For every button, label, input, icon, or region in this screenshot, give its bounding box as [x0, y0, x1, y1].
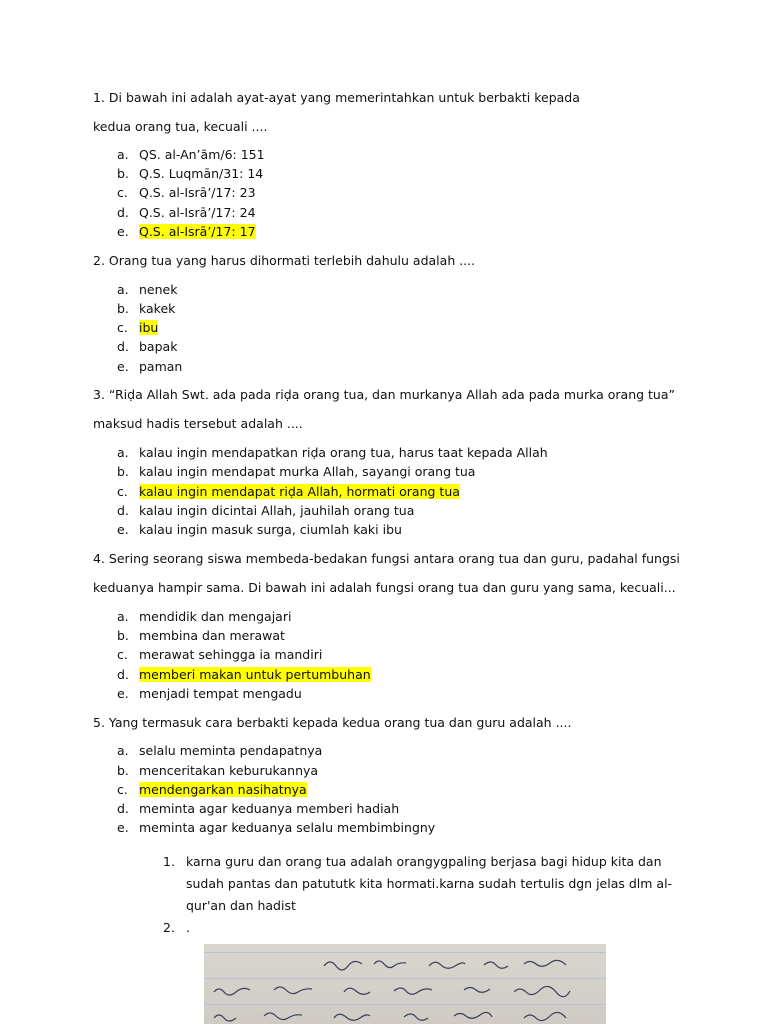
option-text: meminta agar keduanya selalu membimbingny: [139, 820, 436, 835]
option-text: nenek: [139, 282, 178, 297]
question-3-text: 3. “Riḍa Allah Swt. ada pada riḍa orang tua, dan murkanya Allah ada pada murka orang tua”: [93, 387, 675, 402]
question-4-option: [117, 628, 285, 643]
option-letter: b.: [117, 628, 129, 643]
option-letter: a.: [117, 282, 129, 297]
option-letter: d.: [117, 339, 129, 354]
option-text: QS. al-An’ãm/6: 151: [139, 147, 265, 162]
question-3-text: maksud hadis tersebut adalah ....: [93, 416, 303, 431]
question-4-option: [117, 667, 371, 682]
question-4-option: [117, 609, 291, 624]
option-letter: a.: [117, 147, 129, 162]
question-1-option: [117, 224, 256, 239]
question-4-text: 4. Sering seorang siswa membeda-bedakan fungsi antara orang tua dan guru, padahal fungsi: [93, 551, 680, 566]
option-letter: e.: [117, 820, 129, 835]
option-text: mendidik dan mengajari: [139, 609, 292, 624]
option-text: meminta agar keduanya memberi hadiah: [139, 801, 400, 816]
option-letter: c.: [117, 782, 128, 797]
option-text: selalu meminta pendapatnya: [139, 743, 323, 758]
question-3-option: [117, 522, 402, 537]
option-letter: d.: [117, 205, 129, 220]
highlighted-answer-text: mendengarkan nasihatnya: [139, 782, 307, 797]
question-1-option: [117, 147, 265, 162]
option-letter: a.: [117, 445, 129, 460]
question-4-text: keduanya hampir sama. Di bawah ini adalah fungsi orang tua dan guru yang sama, kecuali...: [93, 580, 676, 595]
question-5-option: [117, 782, 307, 797]
option-text: Q.S. al-Isrā’/17: 24: [139, 205, 256, 220]
option-text: Q.S. Luqmān/31: 14: [139, 166, 264, 181]
question-1-option: [117, 166, 263, 181]
question-1-option: [117, 205, 256, 220]
option-letter: b.: [117, 464, 129, 479]
answer-1-line: qur'an dan hadist: [186, 898, 296, 913]
question-2-option: [117, 359, 182, 374]
option-text: kakek: [139, 301, 176, 316]
question-5-option: [117, 763, 318, 778]
question-3-option: [117, 445, 548, 460]
option-text: Q.S. al-Isrā’/17: 23: [139, 185, 256, 200]
highlighted-answer-text: Q.S. al-Isrā’/17: 17: [139, 224, 256, 239]
question-1-option: [117, 185, 256, 200]
question-2-text: 2. Orang tua yang harus dihormati terlebih dahulu adalah ....: [93, 253, 476, 268]
question-3-option: [117, 484, 460, 499]
handwritten-notes-photo: [204, 944, 606, 1024]
option-letter: d.: [117, 503, 129, 518]
question-2-option: [117, 301, 175, 316]
question-2-option: [117, 282, 177, 297]
highlighted-answer-text: kalau ingin mendapat riḍa Allah, hormati orang tua: [139, 484, 460, 499]
question-5-option: [117, 743, 322, 758]
answer-1-line: sudah pantas dan patututk kita hormati.karna sudah tertulis dgn jelas dlm al-: [186, 876, 673, 891]
option-letter: b.: [117, 166, 129, 181]
question-3-option: [117, 503, 414, 518]
answer-number: 1.: [163, 854, 175, 869]
option-letter: b.: [117, 763, 129, 778]
option-letter: d.: [117, 801, 129, 816]
highlighted-answer-text: memberi makan untuk pertumbuhan: [139, 667, 371, 682]
option-text: kalau ingin masuk surga, ciumlah kaki ibu: [139, 522, 402, 537]
option-letter: a.: [117, 609, 129, 624]
answer-number: 2.: [163, 920, 175, 935]
option-text: menjadi tempat mengadu: [139, 686, 302, 701]
option-letter: e.: [117, 522, 129, 537]
option-text: paman: [139, 359, 183, 374]
question-2-option: [117, 339, 177, 354]
option-letter: e.: [117, 686, 129, 701]
question-1-text: 1. Di bawah ini adalah ayat-ayat yang memerintahkan untuk berbakti kepada: [93, 90, 580, 105]
option-letter: c.: [117, 320, 128, 335]
question-5-option: [117, 820, 435, 835]
question-4-option: [117, 647, 322, 662]
answer-text: karna guru dan orang tua adalah orangygpaling berjasa bagi hidup kita dan: [186, 854, 662, 869]
question-2-option: [117, 320, 158, 335]
highlighted-answer-text: ibu: [139, 320, 159, 335]
option-text: kalau ingin mendapat murka Allah, sayangi orang tua: [139, 464, 476, 479]
answer-1-line: [163, 854, 662, 869]
question-5-text: 5. Yang termasuk cara berbakti kepada kedua orang tua dan guru adalah ....: [93, 715, 572, 730]
option-text: merawat sehingga ia mandiri: [139, 647, 323, 662]
option-text: bapak: [139, 339, 178, 354]
question-5-option: [117, 801, 399, 816]
question-1-text: kedua orang tua, kecuali ....: [93, 119, 268, 134]
option-text: menceritakan keburukannya: [139, 763, 319, 778]
option-letter: c.: [117, 647, 128, 662]
option-letter: c.: [117, 484, 128, 499]
option-text: kalau ingin mendapatkan riḍa orang tua, harus taat kepada Allah: [139, 445, 548, 460]
option-letter: a.: [117, 743, 129, 758]
option-text: membina dan merawat: [139, 628, 285, 643]
option-letter: c.: [117, 185, 128, 200]
question-3-option: [117, 464, 475, 479]
option-letter: b.: [117, 301, 129, 316]
answer-text: .: [186, 920, 190, 935]
option-text: kalau ingin dicintai Allah, jauhilah orang tua: [139, 503, 415, 518]
option-letter: d.: [117, 667, 129, 682]
answer-2-line: [163, 920, 190, 935]
option-letter: e.: [117, 359, 129, 374]
option-letter: e.: [117, 224, 129, 239]
question-4-option: [117, 686, 302, 701]
